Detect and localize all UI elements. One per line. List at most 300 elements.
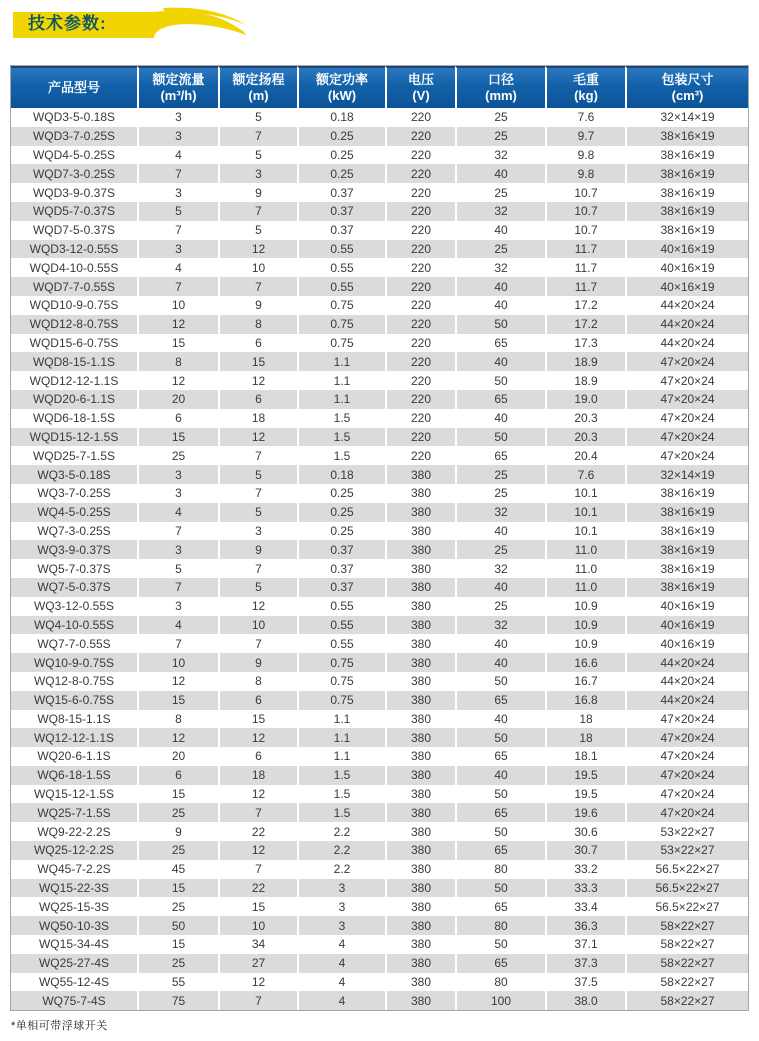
cell-flow: 20 (137, 390, 218, 409)
cell-diameter: 40 (455, 409, 545, 428)
cell-weight: 10.1 (545, 484, 625, 503)
cell-voltage: 380 (385, 578, 455, 597)
cell-weight: 7.6 (545, 108, 625, 127)
table-row (11, 240, 748, 259)
cell-flow: 3 (137, 240, 218, 259)
cell-flow: 25 (137, 446, 218, 465)
cell-diameter: 50 (455, 822, 545, 841)
column-header-package: 包装尺寸 (cm³) (625, 66, 748, 108)
cell-head: 10 (218, 616, 297, 635)
cell-diameter: 100 (455, 991, 545, 1010)
cell-diameter: 65 (455, 747, 545, 766)
table-row (11, 841, 748, 860)
cell-model: WQ25-27-4S (11, 954, 137, 973)
cell-diameter: 40 (455, 634, 545, 653)
cell-weight: 9.7 (545, 127, 625, 146)
table-row (11, 503, 748, 522)
cell-package: 44×20×24 (625, 653, 748, 672)
cell-diameter: 40 (455, 578, 545, 597)
cell-package: 47×20×24 (625, 785, 748, 804)
cell-diameter: 80 (455, 916, 545, 935)
cell-flow: 8 (137, 710, 218, 729)
cell-head: 6 (218, 390, 297, 409)
cell-flow: 7 (137, 277, 218, 296)
table-row (11, 747, 748, 766)
cell-weight: 20.4 (545, 446, 625, 465)
cell-model: WQD3-9-0.37S (11, 183, 137, 202)
cell-voltage: 380 (385, 822, 455, 841)
column-header-flow: 额定流量 (m³/h) (137, 66, 218, 108)
cell-voltage: 380 (385, 503, 455, 522)
cell-voltage: 220 (385, 108, 455, 127)
cell-voltage: 220 (385, 352, 455, 371)
cell-diameter: 50 (455, 879, 545, 898)
cell-head: 15 (218, 352, 297, 371)
cell-weight: 19.5 (545, 766, 625, 785)
cell-power: 0.55 (297, 277, 385, 296)
table-row (11, 465, 748, 484)
cell-head: 5 (218, 503, 297, 522)
cell-head: 7 (218, 277, 297, 296)
cell-power: 0.37 (297, 540, 385, 559)
cell-package: 38×16×19 (625, 221, 748, 240)
cell-flow: 4 (137, 616, 218, 635)
cell-model: WQD4-5-0.25S (11, 146, 137, 165)
cell-flow: 7 (137, 634, 218, 653)
cell-model: WQD15-6-0.75S (11, 334, 137, 353)
cell-diameter: 25 (455, 597, 545, 616)
cell-diameter: 50 (455, 428, 545, 447)
cell-head: 7 (218, 202, 297, 221)
table-row (11, 164, 748, 183)
cell-power: 3 (297, 879, 385, 898)
cell-power: 0.75 (297, 672, 385, 691)
cell-flow: 25 (137, 803, 218, 822)
table-row (11, 710, 748, 729)
table-row (11, 578, 748, 597)
cell-diameter: 65 (455, 446, 545, 465)
cell-flow: 15 (137, 785, 218, 804)
cell-power: 0.75 (297, 296, 385, 315)
cell-flow: 25 (137, 897, 218, 916)
table-row (11, 540, 748, 559)
cell-diameter: 65 (455, 897, 545, 916)
cell-model: WQ55-12-4S (11, 973, 137, 992)
cell-weight: 7.6 (545, 465, 625, 484)
cell-model: WQ15-34-4S (11, 935, 137, 954)
cell-weight: 38.0 (545, 991, 625, 1010)
cell-package: 38×16×19 (625, 202, 748, 221)
cell-power: 2.2 (297, 822, 385, 841)
cell-flow: 10 (137, 653, 218, 672)
cell-power: 0.25 (297, 503, 385, 522)
cell-package: 40×16×19 (625, 277, 748, 296)
cell-power: 1.1 (297, 728, 385, 747)
cell-weight: 11.0 (545, 559, 625, 578)
cell-weight: 9.8 (545, 164, 625, 183)
cell-diameter: 40 (455, 653, 545, 672)
cell-voltage: 380 (385, 747, 455, 766)
footnote: *单相可带浮球开关 (11, 1020, 108, 1032)
cell-voltage: 380 (385, 973, 455, 992)
cell-model: WQ3-7-0.25S (11, 484, 137, 503)
table-row (11, 954, 748, 973)
cell-head: 5 (218, 221, 297, 240)
cell-power: 0.25 (297, 522, 385, 541)
cell-power: 0.25 (297, 146, 385, 165)
cell-head: 27 (218, 954, 297, 973)
cell-head: 15 (218, 897, 297, 916)
cell-power: 4 (297, 935, 385, 954)
cell-package: 44×20×24 (625, 691, 748, 710)
cell-voltage: 380 (385, 897, 455, 916)
cell-voltage: 220 (385, 277, 455, 296)
table-row (11, 315, 748, 334)
cell-voltage: 220 (385, 390, 455, 409)
cell-head: 34 (218, 935, 297, 954)
cell-diameter: 50 (455, 371, 545, 390)
cell-voltage: 220 (385, 428, 455, 447)
cell-power: 2.2 (297, 860, 385, 879)
cell-weight: 18.9 (545, 371, 625, 390)
cell-head: 15 (218, 710, 297, 729)
table-row (11, 559, 748, 578)
cell-model: WQD7-3-0.25S (11, 164, 137, 183)
cell-weight: 37.3 (545, 954, 625, 973)
cell-flow: 7 (137, 164, 218, 183)
cell-flow: 4 (137, 146, 218, 165)
cell-model: WQD12-12-1.1S (11, 371, 137, 390)
cell-head: 9 (218, 540, 297, 559)
cell-flow: 10 (137, 296, 218, 315)
cell-voltage: 220 (385, 146, 455, 165)
cell-flow: 6 (137, 409, 218, 428)
table-row (11, 860, 748, 879)
cell-voltage: 380 (385, 597, 455, 616)
cell-head: 7 (218, 991, 297, 1010)
cell-voltage: 380 (385, 803, 455, 822)
cell-voltage: 380 (385, 879, 455, 898)
cell-flow: 15 (137, 691, 218, 710)
cell-flow: 4 (137, 258, 218, 277)
cell-model: WQ50-10-3S (11, 916, 137, 935)
table-row (11, 766, 748, 785)
cell-flow: 3 (137, 484, 218, 503)
cell-power: 0.18 (297, 465, 385, 484)
cell-package: 44×20×24 (625, 334, 748, 353)
cell-head: 6 (218, 334, 297, 353)
cell-flow: 12 (137, 672, 218, 691)
cell-weight: 33.2 (545, 860, 625, 879)
cell-weight: 10.1 (545, 522, 625, 541)
cell-power: 1.5 (297, 766, 385, 785)
cell-flow: 3 (137, 127, 218, 146)
cell-weight: 17.2 (545, 315, 625, 334)
cell-package: 47×20×24 (625, 803, 748, 822)
cell-weight: 18 (545, 710, 625, 729)
cell-power: 1.1 (297, 371, 385, 390)
cell-weight: 10.9 (545, 634, 625, 653)
cell-diameter: 65 (455, 691, 545, 710)
cell-model: WQ12-8-0.75S (11, 672, 137, 691)
cell-model: WQD4-10-0.55S (11, 258, 137, 277)
cell-head: 18 (218, 409, 297, 428)
cell-package: 53×22×27 (625, 841, 748, 860)
cell-model: WQD15-12-1.5S (11, 428, 137, 447)
cell-voltage: 220 (385, 164, 455, 183)
table-row (11, 973, 748, 992)
table-row (11, 672, 748, 691)
cell-package: 40×16×19 (625, 258, 748, 277)
cell-power: 3 (297, 916, 385, 935)
cell-diameter: 32 (455, 146, 545, 165)
cell-voltage: 220 (385, 334, 455, 353)
cell-diameter: 32 (455, 559, 545, 578)
cell-flow: 15 (137, 879, 218, 898)
cell-power: 0.18 (297, 108, 385, 127)
cell-package: 47×20×24 (625, 352, 748, 371)
section-title: 技术参数: (28, 14, 107, 33)
cell-package: 40×16×19 (625, 634, 748, 653)
cell-diameter: 25 (455, 465, 545, 484)
cell-model: WQD3-7-0.25S (11, 127, 137, 146)
cell-voltage: 220 (385, 240, 455, 259)
table-row (11, 277, 748, 296)
cell-voltage: 380 (385, 991, 455, 1010)
cell-power: 1.1 (297, 390, 385, 409)
cell-flow: 50 (137, 916, 218, 935)
table-row (11, 296, 748, 315)
cell-package: 47×20×24 (625, 446, 748, 465)
cell-package: 38×16×19 (625, 503, 748, 522)
cell-voltage: 380 (385, 916, 455, 935)
cell-flow: 4 (137, 503, 218, 522)
cell-voltage: 220 (385, 258, 455, 277)
cell-flow: 3 (137, 597, 218, 616)
cell-flow: 3 (137, 183, 218, 202)
cell-package: 58×22×27 (625, 973, 748, 992)
cell-diameter: 65 (455, 390, 545, 409)
cell-model: WQ7-7-0.55S (11, 634, 137, 653)
cell-power: 1.1 (297, 710, 385, 729)
section-banner (13, 6, 253, 42)
cell-flow: 6 (137, 766, 218, 785)
column-header-voltage: 电压 (V) (385, 66, 455, 108)
cell-diameter: 25 (455, 127, 545, 146)
cell-package: 38×16×19 (625, 164, 748, 183)
cell-head: 12 (218, 841, 297, 860)
cell-diameter: 40 (455, 352, 545, 371)
table-row (11, 202, 748, 221)
cell-voltage: 220 (385, 127, 455, 146)
cell-package: 47×20×24 (625, 428, 748, 447)
cell-flow: 7 (137, 522, 218, 541)
cell-voltage: 220 (385, 315, 455, 334)
cell-diameter: 40 (455, 221, 545, 240)
cell-power: 0.55 (297, 634, 385, 653)
cell-model: WQD3-12-0.55S (11, 240, 137, 259)
table-row (11, 916, 748, 935)
cell-flow: 20 (137, 747, 218, 766)
cell-head: 7 (218, 484, 297, 503)
cell-flow: 7 (137, 221, 218, 240)
column-header-diameter: 口径 (mm) (455, 66, 545, 108)
cell-voltage: 220 (385, 183, 455, 202)
cell-flow: 15 (137, 428, 218, 447)
cell-voltage: 380 (385, 653, 455, 672)
cell-power: 0.75 (297, 691, 385, 710)
cell-voltage: 380 (385, 841, 455, 860)
cell-weight: 10.7 (545, 202, 625, 221)
cell-package: 47×20×24 (625, 766, 748, 785)
cell-power: 4 (297, 991, 385, 1010)
cell-weight: 20.3 (545, 428, 625, 447)
cell-flow: 12 (137, 728, 218, 747)
cell-package: 58×22×27 (625, 935, 748, 954)
table-row (11, 334, 748, 353)
cell-diameter: 80 (455, 973, 545, 992)
cell-power: 0.75 (297, 653, 385, 672)
cell-model: WQ10-9-0.75S (11, 653, 137, 672)
cell-head: 10 (218, 916, 297, 935)
cell-head: 12 (218, 728, 297, 747)
cell-diameter: 50 (455, 672, 545, 691)
cell-head: 7 (218, 127, 297, 146)
cell-power: 0.37 (297, 221, 385, 240)
cell-power: 0.37 (297, 202, 385, 221)
cell-weight: 16.6 (545, 653, 625, 672)
cell-flow: 15 (137, 935, 218, 954)
cell-power: 0.25 (297, 484, 385, 503)
cell-package: 47×20×24 (625, 728, 748, 747)
cell-power: 1.5 (297, 785, 385, 804)
cell-weight: 33.4 (545, 897, 625, 916)
cell-head: 3 (218, 522, 297, 541)
cell-weight: 17.2 (545, 296, 625, 315)
cell-voltage: 380 (385, 766, 455, 785)
cell-voltage: 380 (385, 710, 455, 729)
cell-package: 38×16×19 (625, 484, 748, 503)
cell-package: 56.5×22×27 (625, 897, 748, 916)
cell-flow: 3 (137, 540, 218, 559)
cell-package: 38×16×19 (625, 183, 748, 202)
cell-power: 1.1 (297, 747, 385, 766)
cell-flow: 15 (137, 334, 218, 353)
cell-weight: 10.9 (545, 597, 625, 616)
cell-model: WQ8-15-1.1S (11, 710, 137, 729)
cell-flow: 3 (137, 465, 218, 484)
cell-weight: 33.3 (545, 879, 625, 898)
cell-diameter: 40 (455, 522, 545, 541)
cell-power: 1.5 (297, 803, 385, 822)
cell-model: WQ25-7-1.5S (11, 803, 137, 822)
cell-flow: 3 (137, 108, 218, 127)
spec-table-container (10, 65, 749, 1011)
cell-package: 40×16×19 (625, 597, 748, 616)
cell-head: 10 (218, 258, 297, 277)
cell-weight: 11.7 (545, 258, 625, 277)
cell-model: WQ7-3-0.25S (11, 522, 137, 541)
cell-package: 38×16×19 (625, 540, 748, 559)
cell-power: 0.75 (297, 334, 385, 353)
table-row (11, 390, 748, 409)
spec-table (11, 66, 748, 1010)
cell-power: 0.37 (297, 183, 385, 202)
cell-flow: 7 (137, 578, 218, 597)
cell-diameter: 40 (455, 164, 545, 183)
cell-diameter: 32 (455, 258, 545, 277)
cell-model: WQ5-7-0.37S (11, 559, 137, 578)
cell-diameter: 40 (455, 277, 545, 296)
cell-package: 44×20×24 (625, 315, 748, 334)
cell-diameter: 50 (455, 935, 545, 954)
cell-weight: 16.8 (545, 691, 625, 710)
cell-weight: 37.5 (545, 973, 625, 992)
table-row (11, 616, 748, 635)
cell-head: 5 (218, 465, 297, 484)
cell-diameter: 80 (455, 860, 545, 879)
cell-model: WQD3-5-0.18S (11, 108, 137, 127)
cell-package: 44×20×24 (625, 296, 748, 315)
cell-voltage: 380 (385, 465, 455, 484)
cell-model: WQ7-5-0.37S (11, 578, 137, 597)
cell-head: 18 (218, 766, 297, 785)
cell-voltage: 380 (385, 935, 455, 954)
cell-head: 5 (218, 146, 297, 165)
cell-model: WQ6-18-1.5S (11, 766, 137, 785)
table-row (11, 522, 748, 541)
cell-power: 2.2 (297, 841, 385, 860)
cell-head: 8 (218, 672, 297, 691)
cell-package: 40×16×19 (625, 240, 748, 259)
cell-model: WQ4-5-0.25S (11, 503, 137, 522)
column-header-weight: 毛重 (kg) (545, 66, 625, 108)
table-row (11, 653, 748, 672)
cell-package: 58×22×27 (625, 991, 748, 1010)
cell-weight: 18 (545, 728, 625, 747)
cell-voltage: 380 (385, 522, 455, 541)
cell-weight: 37.1 (545, 935, 625, 954)
table-row (11, 146, 748, 165)
cell-flow: 55 (137, 973, 218, 992)
cell-power: 0.55 (297, 616, 385, 635)
cell-weight: 20.3 (545, 409, 625, 428)
cell-model: WQD5-7-0.37S (11, 202, 137, 221)
cell-diameter: 50 (455, 728, 545, 747)
cell-voltage: 380 (385, 785, 455, 804)
cell-weight: 11.0 (545, 578, 625, 597)
cell-flow: 12 (137, 315, 218, 334)
cell-diameter: 32 (455, 202, 545, 221)
cell-voltage: 220 (385, 221, 455, 240)
cell-head: 12 (218, 785, 297, 804)
cell-voltage: 220 (385, 446, 455, 465)
cell-head: 12 (218, 428, 297, 447)
column-header-head: 额定扬程 (m) (218, 66, 297, 108)
cell-model: WQD8-15-1.1S (11, 352, 137, 371)
cell-weight: 11.7 (545, 277, 625, 296)
cell-power: 0.37 (297, 559, 385, 578)
cell-flow: 12 (137, 371, 218, 390)
cell-package: 44×20×24 (625, 672, 748, 691)
cell-weight: 10.7 (545, 221, 625, 240)
table-header (11, 66, 748, 108)
cell-head: 8 (218, 315, 297, 334)
cell-diameter: 32 (455, 503, 545, 522)
cell-model: WQD10-9-0.75S (11, 296, 137, 315)
table-row (11, 371, 748, 390)
cell-flow: 25 (137, 954, 218, 973)
